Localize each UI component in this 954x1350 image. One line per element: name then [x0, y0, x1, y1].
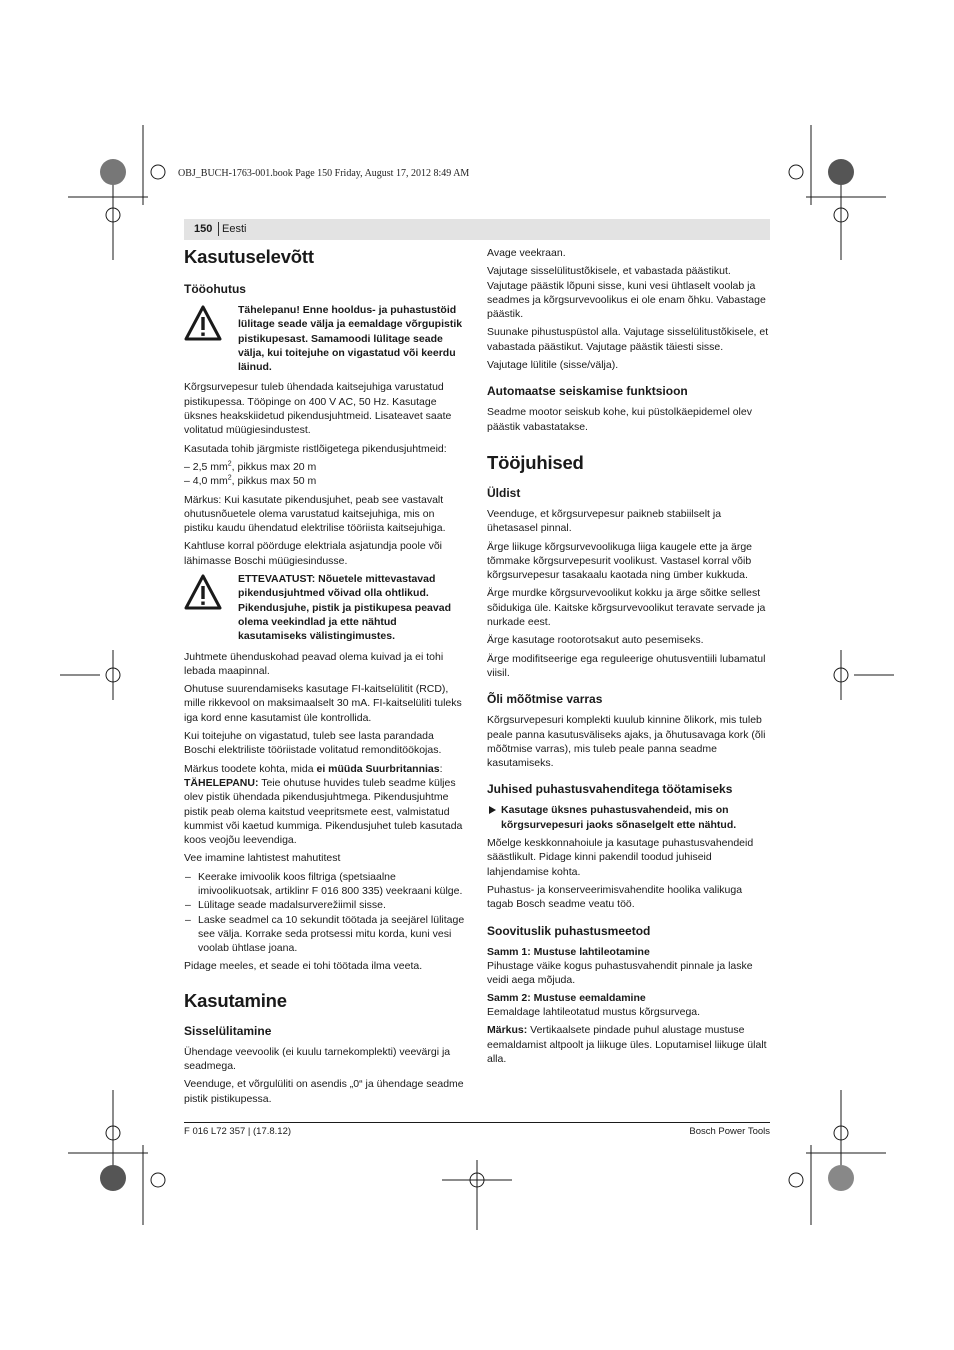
- warning-triangle-icon: [184, 574, 222, 610]
- paragraph: Pidage meeles, et seade ei tohi töötada ilma veeta.: [184, 960, 423, 973]
- note-bold: ei müüda Suurbritannias: [316, 762, 440, 775]
- instruction-bullet: Kasutage üksnes puhastusvahendeid, mis on kõrgsurvepesuri jaoks sõnaselgelt ette nähtud.: [487, 803, 770, 832]
- paragraph: Ärge murdke kõrgsurvevoolikut kokku ja ärge sõitke sellest sõidukiga üle. Kaitske kõrgsurvevoolikut teravate servade ja nurkade eest.: [487, 587, 766, 629]
- caution-block: [184, 572, 466, 643]
- superscript: 2: [227, 474, 232, 482]
- note-text: Vertikaalsete pindade puhul alustage mustuse eemaldamist altpoolt ja liikuge üles. Loputamisel liikuge ülalt alla.: [487, 1024, 767, 1065]
- paragraph: Pihustage väike kogus puhastusvahendit pinnale ja laske veidi aega mõjuda.: [487, 959, 753, 986]
- paragraph: Kui toitejuhe on vigastatud, tuleb see lasta parandada Boschi elektriliste tööriistade volitatud remonditöökojas.: [184, 730, 442, 757]
- paragraph: Veenduge, et kõrgsurvepesur paikneb stabiilselt ja ühetasasel pinnal.: [487, 507, 722, 535]
- paragraph: Ühendage veevoolik (ei kuulu tarnekomplekti) veevärgi ja seadmega.: [184, 1045, 451, 1073]
- right-column: [487, 246, 770, 1070]
- section-title-kasutuselevott: Kasutuselevõtt: [184, 246, 314, 267]
- paragraph: Kahtluse korral pöörduge elektriala asjatundja poole või lähimasse Boschi müügiesindusse.: [184, 540, 442, 567]
- paragraph: Ärge modifitseerige ega reguleerige ohutusventiili lubamatul viisil.: [487, 652, 766, 679]
- cable-spec: , pikkus max 20 m: [231, 460, 317, 473]
- paragraph: Ärge liikuge kõrgsurvevoolikuga liiga kaugele ette ja ärge tõmmake kõrgsurvepesurit voolikust. Vastasel korral võib kõrgsurvepesur tasakaalu kaotada ning ümber kukkuda.: [487, 540, 752, 582]
- heading-automatic-stop: Automaatse seiskamise funktsioon: [487, 384, 688, 399]
- paragraph: Vajutage lülitile (sisse/välja).: [487, 359, 619, 372]
- paragraph: Suunake pihustuspüstol alla. Vajutage sisselülitustõkisele, et vabastada päästikut. Vajutage päästik täiesti sisse.: [487, 326, 769, 353]
- page-header-band: [184, 219, 770, 240]
- list-item: – Laske seadmel ca 10 sekundit töötada ja seejärel lülitage see välja. Korrake seda protsessi mitu korda, kuni vesi voolab ühtlase joana.: [184, 913, 466, 956]
- paragraph: Juhtmete ühenduskohad peavad olema kuivad ja ei tohi lebada maapinnal.: [184, 650, 444, 677]
- paragraph: Avage veekraan.: [487, 247, 566, 259]
- paragraph: [184, 762, 466, 776]
- superscript: 2: [227, 460, 232, 468]
- page-language: Eesti: [222, 223, 247, 235]
- attention-label: TÄHELEPANU:: [184, 776, 259, 789]
- warning-text: Tähelepanu! Enne hooldus- ja puhastustöid lülitage seade välja ja eemaldage võrgupistik pistikupesast. Samamoodi lülitage seade välja, kui toitejuhe on vigastatud või keerdu läinud.: [238, 304, 463, 374]
- section-title-kasutamine: Kasutamine: [184, 989, 287, 1011]
- caution-text: ETTEVAATUST: Nõuetele mittevastavad pikendusjuhtmed võivad olla ohtlikud. Pikendusjuhe, pistik ja pistikupesa peavad olema veekindlad ja ette nähtud kasutamiseks välistingimustes.: [238, 573, 451, 643]
- paragraph: Veenduge, et võrgulüliti on asendis „0“ ja ühendage seadme pistik pistikupessa.: [184, 1078, 464, 1105]
- paragraph: Mõelge keskkonnahoiule ja kasutage puhastusvahendeid säästlikult. Pidage kinni pakendil toodud juhiseid lahjendamise kohta.: [487, 837, 754, 878]
- heading-tooohutus: Tööohutus: [184, 282, 246, 296]
- step-2-heading: Samm 2: Mustuse eemaldamine: [487, 992, 646, 1005]
- paragraph: Puhastus- ja konserveerimisvahendite hoolika valikuga tagab Bosch seadme veatu töö.: [487, 883, 743, 911]
- heading-uldist: Üldist: [487, 485, 521, 500]
- paragraph: [487, 1023, 770, 1066]
- paragraph: Kasutada tohib järgmiste ristlõigetega pikendusjuhtmeid:: [184, 442, 447, 455]
- cable-spec: – 2,5 mm: [184, 460, 228, 473]
- footer-rule: [184, 1122, 770, 1123]
- heading-cleaning-agents: Juhised puhastusvahenditega töötamiseks: [487, 782, 733, 797]
- paragraph: Märkus: Kui kasutate pikendusjuhet, peab see vastavalt ohutusnõuetele olema varustatud kaitsejuhiga, mis on pistiku kaudu ühendatud elektrilise tööriista kaitsejuhiga.: [184, 493, 446, 535]
- heading-sisselulitamine: Sisselülitamine: [184, 1023, 272, 1038]
- step-1-heading: Samm 1: Mustuse lahtileotamine: [487, 945, 650, 958]
- paragraph: Kõrgsurvepesur tuleb ühendada kaitsejuhiga varustatud pistikupessa. Tööpinge on 400 V AC, 50 Hz. Kasutage üksnes heakskiidetud pikendusjuhtmeid. Lisateavet saate volitatud müügiesindustest.: [184, 381, 452, 437]
- list-item: – Lülitage seade madalsurverežiimil sisse.: [184, 898, 466, 912]
- paragraph: Vajutage sisselülitustõkisele, et vabastada päästikut. Vajutage päästik lõpuni sisse, kuni vesi ühtlaselt voolab ja seadmes ja kõrgsurvevoolikus ei ole enam õhku. Vabastage päästik.: [487, 265, 766, 321]
- paragraph: Ärge kasutage rootorotsakut auto pesemiseks.: [487, 634, 704, 647]
- suction-steps-list: [184, 870, 466, 956]
- paragraph: [184, 776, 466, 847]
- footer-doc-number: F 016 L72 357 | (17.8.12): [184, 1126, 292, 1137]
- left-column: [184, 246, 466, 1110]
- paragraph: Seadme mootor seiskub kohe, kui püstolkäepidemel olev päästik vabastatakse.: [487, 406, 752, 433]
- note-text: :: [439, 762, 443, 775]
- footer-brand: Bosch Power Tools: [689, 1126, 770, 1137]
- paragraph: Ohutuse suurendamiseks kasutage FI-kaitselülitit (RCD), mille rikkevool on maksimaalselt 30 mA. FI-kaitselüliti tuleks iga kord enne kasutamist üle kontrollida.: [184, 683, 462, 724]
- warning-triangle-icon: [184, 305, 222, 341]
- paragraph: Kõrgsurvepesuri komplekti kuulub kinnine õlikork, mis tuleb peale panna kasutusväliseks ajaks, ja õhutusavaga kork (õli mõõtmise varras), mis tuleb peale panna seadme kasutamiseks.: [487, 714, 766, 770]
- page-number: 150: [194, 223, 213, 235]
- cable-spec-list: [184, 460, 466, 489]
- section-title-toojuhised: Tööjuhised: [487, 451, 584, 473]
- print-header: OBJ_BUCH-1763-001.book Page 150 Friday, August 17, 2012 8:49 AM: [178, 168, 470, 179]
- heading-oil-dipstick: Õli mõõtmise varras: [487, 692, 603, 707]
- warning-block: [184, 303, 466, 374]
- note-label: Märkus:: [487, 1024, 528, 1037]
- list-item: – Keerake imivoolik koos filtriga (spetsiaalne imivoolikuotsak, artiklinr F 016 800 335) veekraani külge.: [184, 870, 466, 899]
- page-number-separator: [218, 222, 219, 236]
- note-text: Märkus toodete kohta, mida: [184, 762, 317, 775]
- paragraph: Vee imamine lahtistest mahutitest: [184, 852, 341, 865]
- cable-spec: , pikkus max 50 m: [231, 475, 317, 488]
- paragraph: Eemaldage lahtileotatud mustus kõrgsurvega.: [487, 1006, 701, 1019]
- attention-text: Teie ohutuse huvides tuleb seadme küljes olev pistik ühendada pikendusjuhtmega. Pikendusjuhtme pistik peab olema kaitstud veepritsmete eest, valmistatud kummist või kaetud kummiga. Pikendusjuhet tuleb kasutada koos veojõu leevendiga.: [184, 776, 463, 847]
- cable-spec: – 4,0 mm: [184, 475, 228, 488]
- heading-cleaning-method: Soovituslik puhastusmeetod: [487, 923, 651, 938]
